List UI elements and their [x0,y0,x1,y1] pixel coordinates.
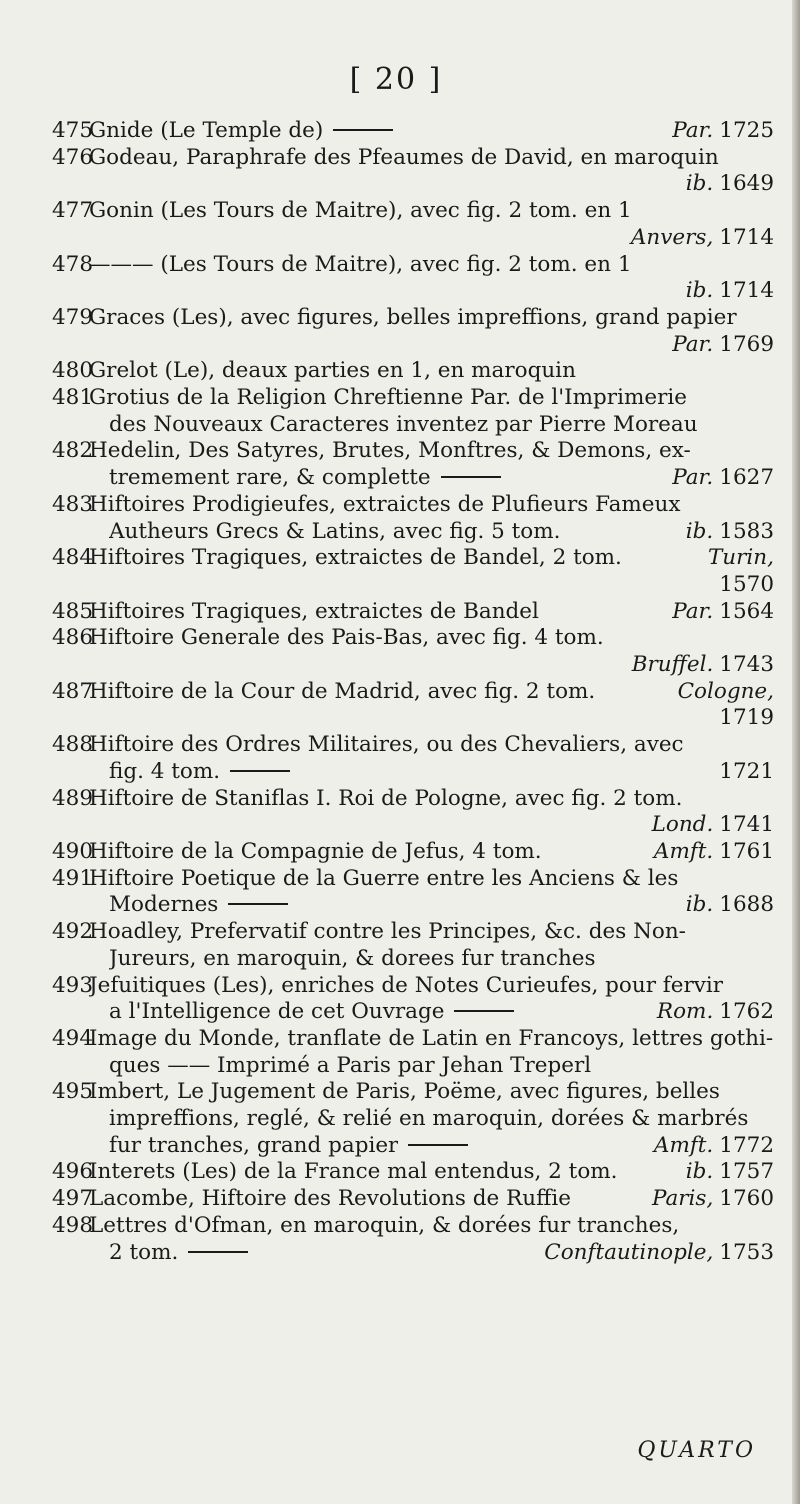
entry-number: 478 [52,251,94,277]
entry-number: 482 [52,438,94,464]
entry-line [89,305,774,332]
entry-line [89,1026,774,1053]
entry-text: 2 tom. [109,1239,179,1265]
catalogue-entry [52,919,774,972]
entry-line [89,171,774,198]
imprint-place: Anvers, [630,224,714,250]
entry-body [89,492,774,545]
catalogue-entry [52,1186,774,1213]
imprint-place: Par. [672,465,714,491]
entry-line [89,1213,774,1240]
entry-line [89,812,774,839]
entry-body [89,625,774,678]
catalogue-entry [52,866,774,919]
entry-line [89,866,774,893]
entry-body [89,1079,774,1159]
dash-rule [188,1251,248,1253]
entry-line [89,679,774,706]
imprint-year: 1769 [719,331,774,357]
entry-text: ques —— Imprimé a Paris par Jehan Treperl [109,1052,592,1078]
entry-line [89,839,774,866]
imprint-year: 1688 [719,892,774,918]
catalogue-entry [52,625,774,678]
entry-body [89,1186,774,1213]
entry-text: Gonin (Les Tours de Maitre), avec fig. 2 tom. en 1 [89,198,632,224]
entry-number: 493 [52,972,94,998]
entry-text: Jureurs, en maroquin, & dorees fur tranches [109,945,596,971]
entry-body [89,839,774,866]
catchword: QUARTO [637,1438,756,1463]
imprint-year: 1762 [719,999,774,1025]
entry-line [89,919,774,946]
catalogue-entry [52,1213,774,1266]
entry-number: 479 [52,304,94,330]
entry-text: ——— (Les Tours de Maitre), avec fig. 2 tom. en 1 [89,251,632,277]
entry-text: Graces (Les), avec figures, belles impreffions, grand papier [89,304,737,330]
entry-number: 476 [52,144,94,170]
imprint-year: 1753 [719,1239,774,1265]
imprint-place: Amft. [653,1132,714,1158]
imprint-place: Turin, [707,545,774,571]
entry-number: 498 [52,1212,94,1238]
entry-number: 481 [52,385,94,411]
entry-line [89,118,774,145]
entry-text: Hoadley, Prefervatif contre les Principes, &c. des Non- [89,919,686,945]
entry-number: 487 [52,678,94,704]
entry-line [89,145,774,172]
entry-number: 494 [52,1025,94,1051]
imprint-year: 1719 [719,705,774,731]
entry-number: 486 [52,625,94,651]
entry-text: impreffions, reglé, & relié en maroquin, dorées & marbrés [109,1106,749,1132]
entry-line [89,385,774,412]
imprint-year: 1721 [719,758,774,784]
entry-body [89,305,774,358]
imprint-year: 1757 [719,1159,774,1185]
catalogue-entry [52,1026,774,1079]
catalogue-entry [52,1159,774,1186]
entry-text: Interets (Les) de la France mal entendus, 2 tom. [89,1159,618,1185]
entry-text: Grelot (Le), deaux parties en 1, en maroquin [89,358,576,384]
entry-body [89,438,774,491]
entry-text: Imbert, Le Jugement de Paris, Poëme, avec figures, belles [89,1079,720,1105]
entry-body [89,385,774,438]
imprint-place: Cologne, [677,678,774,704]
entry-text: Hiftoire Generale des Pais-Bas, avec fig. 4 tom. [89,625,604,651]
entry-text: des Nouveaux Caracteres inventez par Pierre Moreau [109,411,698,437]
imprint-year: 1760 [719,1186,774,1212]
entry-number: 497 [52,1186,94,1212]
entry-number: 491 [52,865,94,891]
entry-number: 492 [52,919,94,945]
entry-text: Autheurs Grecs & Latins, avec fig. 5 tom. [109,518,561,544]
entry-text: Lettres d'Ofman, en maroquin, & dorées fur tranches, [89,1212,680,1238]
entry-line [89,545,774,572]
catalogue-entry [52,545,774,598]
entry-line [89,786,774,813]
entry-text: Hiftoires Tragiques, extraictes de Bandel [89,598,539,624]
catalogue-entry [52,1079,774,1159]
entry-body [89,358,774,385]
entry-line [89,438,774,465]
entry-line [89,892,774,919]
entry-text: Hiftoire de Staniflas I. Roi de Pologne, avec fig. 2 tom. [89,785,683,811]
entry-body [89,919,774,972]
entry-line [89,625,774,652]
imprint-place: Lond. [651,812,714,838]
entry-line [89,732,774,759]
entry-text: Hiftoire de la Cour de Madrid, avec fig. 2 tom. [89,678,596,704]
imprint-year: 1570 [719,571,774,597]
imprint-year: 1772 [719,1132,774,1158]
entry-body [89,732,774,785]
entry-text: Hiftoire des Ordres Militaires, ou des Chevaliers, avec [89,732,684,758]
imprint-year: 1741 [719,812,774,838]
entry-text: Lacombe, Hiftoire des Revolutions de Ruffie [89,1186,571,1212]
entry-line [89,1240,774,1267]
entry-text: Hiftoire de la Compagnie de Jefus, 4 tom. [89,838,542,864]
imprint-place: ib. [685,278,714,304]
entry-text: Hiftoires Tragiques, extraictes de Bandel, 2 tom. [89,545,622,571]
imprint-year: 1649 [719,171,774,197]
imprint-place: Rom. [656,999,714,1025]
entry-body [89,786,774,839]
imprint-year: 1725 [719,118,774,143]
entry-body [89,973,774,1026]
entry-line [89,465,774,492]
entry-line [89,1053,774,1080]
entry-line [89,1133,774,1160]
dash-rule [408,1144,468,1146]
imprint-place: Par. [672,331,714,357]
entry-line [89,652,774,679]
entry-line [89,946,774,973]
entry-body [89,1159,774,1186]
entry-line [89,412,774,439]
entry-body [89,252,774,305]
entry-line [89,358,774,385]
entry-text: Image du Monde, tranflate de Latin en Francoys, lettres gothi- [89,1025,774,1051]
catalogue-entry [52,118,774,145]
catalogue-entry [52,145,774,198]
entry-text: Grotius de la Religion Chreftienne Par. de l'Imprimerie [89,385,687,411]
entry-number: 485 [52,598,94,624]
entry-text: Godeau, Paraphrafe des Pfeaumes de David, en maroquin [89,144,719,170]
entry-text: Hedelin, Des Satyres, Brutes, Monftres, & Demons, ex- [89,438,691,464]
entry-line [89,1106,774,1133]
imprint-year: 1627 [719,465,774,491]
entry-number: 495 [52,1079,94,1105]
entry-text: Hiftoire Poetique de la Guerre entre les Anciens & les [89,865,679,891]
entry-text: Gnide (Le Temple de) [89,118,324,143]
entry-number: 489 [52,785,94,811]
imprint-year: 1761 [719,838,774,864]
entry-number: 490 [52,838,94,864]
entry-line [89,705,774,732]
imprint-place: Par. [672,118,714,143]
catalogue-entry [52,786,774,839]
imprint-year: 1564 [719,598,774,624]
entry-line [89,1186,774,1213]
imprint-place: Paris, [651,1186,714,1212]
catalogue-entry [52,839,774,866]
entry-body [89,599,774,626]
dash-rule [228,903,288,905]
catalogue-entry [52,732,774,785]
entry-text: fur tranches, grand papier [109,1132,399,1158]
catalogue-entry [52,492,774,545]
entry-line [89,519,774,546]
entry-body [89,1213,774,1266]
entry-line [89,198,774,225]
page-number: [ 20 ] [349,62,443,97]
dash-rule [454,1010,514,1012]
entry-body [89,679,774,732]
imprint-place: ib. [685,892,714,918]
imprint-place: Bruffel. [631,652,714,678]
page-edge [792,0,800,1504]
entry-line [89,599,774,626]
entry-text: Hiftoires Prodigieufes, extraictes de Plufieurs Fameux [89,491,681,517]
imprint-place: ib. [685,171,714,197]
entry-number: 483 [52,491,94,517]
catalogue-entry [52,385,774,438]
entry-line [89,252,774,279]
entry-line [89,332,774,359]
entry-line [89,225,774,252]
entry-line [89,999,774,1026]
entry-line [89,1079,774,1106]
entry-number: 496 [52,1159,94,1185]
entry-body [89,866,774,919]
catalogue-entry [52,438,774,491]
imprint-year: 1714 [719,224,774,250]
entry-line [89,1159,774,1186]
imprint-place: ib. [685,1159,714,1185]
imprint-year: 1714 [719,278,774,304]
entry-line [89,492,774,519]
catalogue-entry [52,679,774,732]
catalogue-entry [52,252,774,305]
imprint-year: 1583 [719,518,774,544]
entry-number: 480 [52,358,94,384]
entry-number: 477 [52,198,94,224]
imprint-year: 1743 [719,652,774,678]
imprint-place: ib. [685,518,714,544]
entry-number: 484 [52,545,94,571]
entry-text: Jefuitiques (Les), enriches de Notes Curieufes, pour fervir [89,972,724,998]
entry-body [89,198,774,251]
imprint-place: Amft. [653,838,714,864]
catalogue-entry [52,198,774,251]
catalogue-entry [52,358,774,385]
catalogue-entries [52,118,774,1266]
entry-number: 475 [52,118,94,143]
entry-line [89,973,774,1000]
entry-text: fig. 4 tom. [109,758,221,784]
entry-body [89,118,774,145]
catalogue-entry [52,305,774,358]
catalogue-entry [52,973,774,1026]
entry-text: Modernes [109,892,219,918]
dash-rule [441,476,501,478]
entry-body [89,145,774,198]
entry-line [89,759,774,786]
imprint-place: Par. [672,598,714,624]
entry-line [89,572,774,599]
entry-number: 488 [52,732,94,758]
entry-body [89,1026,774,1079]
entry-text: tremement rare, & complette [109,465,431,491]
entry-line [89,278,774,305]
entry-body [89,545,774,598]
catalogue-entry [52,599,774,626]
entry-text: a l'Intelligence de cet Ouvrage [109,999,445,1025]
dash-rule [230,770,290,772]
dash-rule [333,129,393,131]
imprint-place: Conftautinople, [544,1239,714,1265]
